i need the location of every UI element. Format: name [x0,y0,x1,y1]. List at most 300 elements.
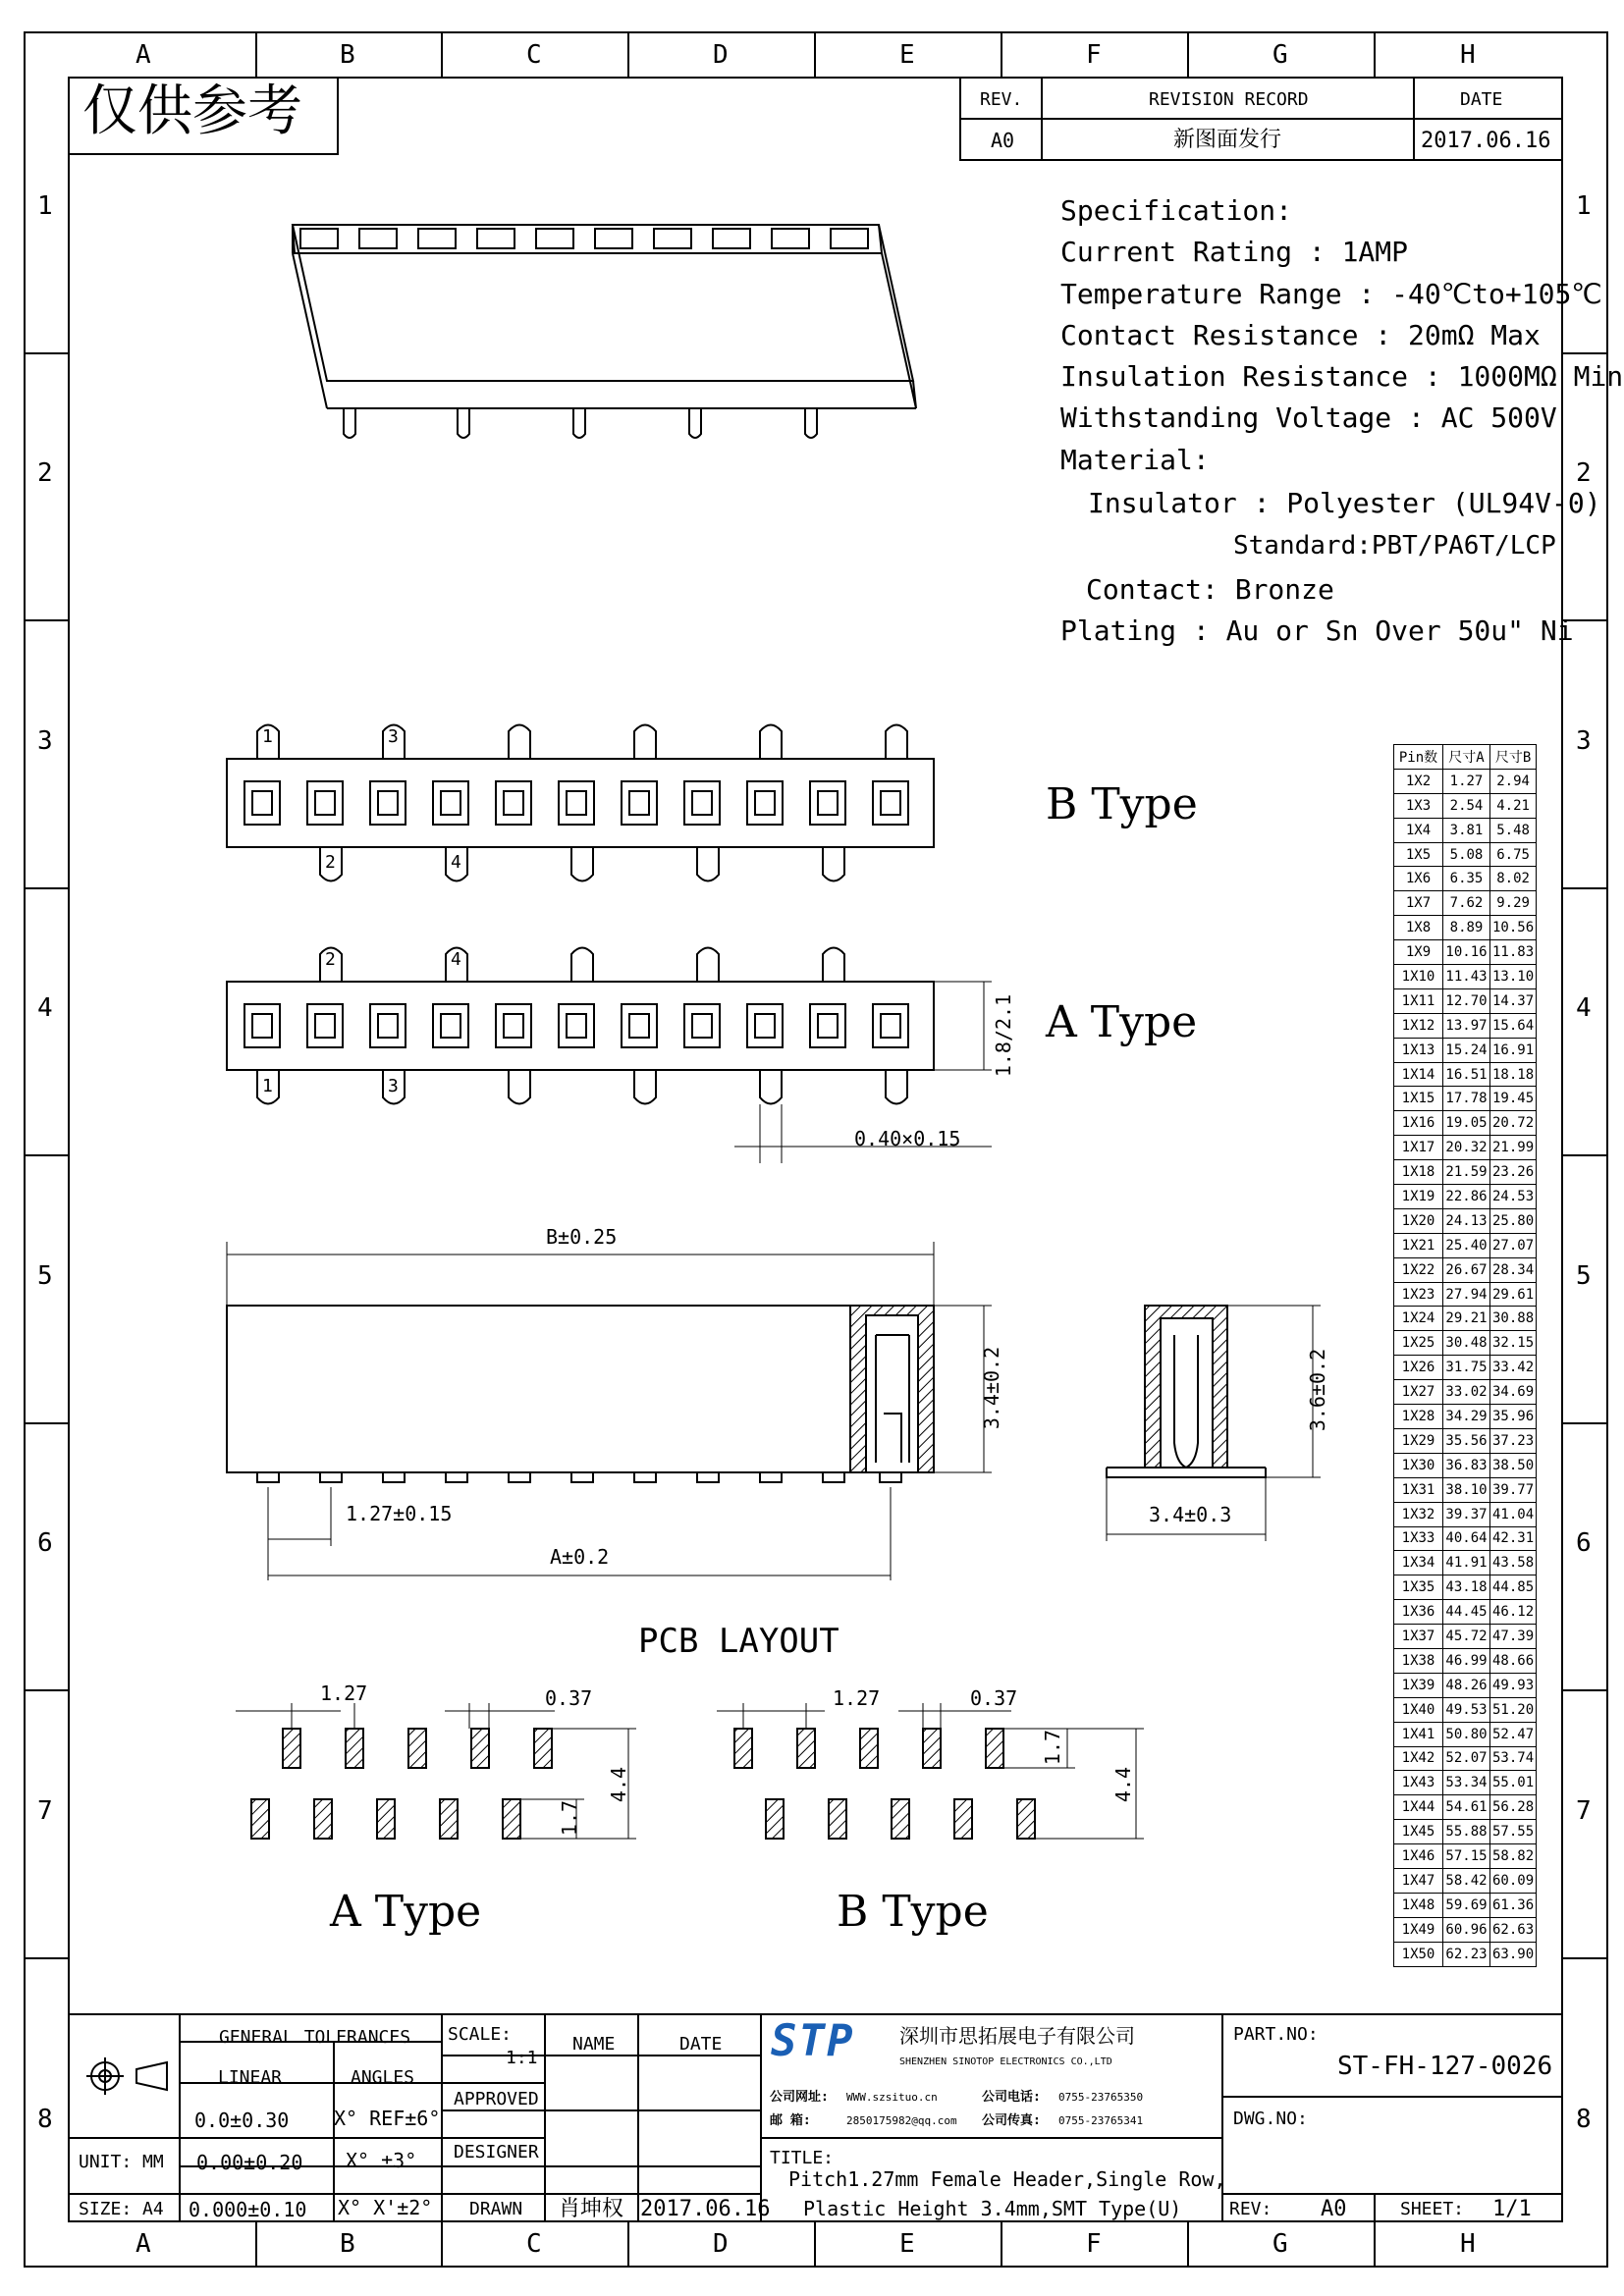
table-row [1394,1575,1537,1600]
table-row [1394,988,1537,1013]
table-row [1394,916,1537,940]
table-row [1394,793,1537,818]
website-label: 公司网址: [770,2090,829,2105]
table-row-cell: 1X17 [1394,1136,1443,1160]
iso-view [293,225,916,438]
website-value: WWW.szsituo.cn [846,2091,938,2104]
table-row [1394,1087,1537,1111]
zone-row-8-left: 8 [37,2105,53,2134]
table-row-cell: 40.64 [1443,1526,1490,1551]
table-row-cell: 62.23 [1443,1942,1490,1966]
table-row-cell: 1X25 [1394,1331,1443,1356]
zone-col-b-top: B [340,40,355,70]
pcb-a-pad-width: 0.37 [545,1686,593,1710]
table-row-cell: 1X10 [1394,965,1443,989]
zone-row-6-right: 6 [1576,1528,1592,1558]
date-header-tb: DATE [679,2034,723,2055]
table-row [1394,1233,1537,1257]
table-row-cell: 1X49 [1394,1917,1443,1942]
zone-row-1-right: 1 [1576,191,1592,221]
zone-row-3-right: 3 [1576,726,1592,756]
table-row-cell: 52.47 [1490,1722,1537,1746]
table-row-cell: 24.13 [1443,1208,1490,1233]
table-row-cell: 35.56 [1443,1428,1490,1453]
table-row-cell: 1X5 [1394,842,1443,867]
table-row-cell: 42.31 [1490,1526,1537,1551]
table-row-cell: 1X23 [1394,1282,1443,1307]
table-row-cell: 32.15 [1490,1331,1537,1356]
table-row-cell: 57.15 [1443,1844,1490,1869]
table-row-cell: 1X30 [1394,1453,1443,1477]
table-row [1394,1942,1537,1966]
table-row [1394,1868,1537,1893]
table-row-cell: 20.32 [1443,1136,1490,1160]
table-row-cell: 18.18 [1490,1062,1537,1087]
table-row-cell: 1X6 [1394,867,1443,891]
table-row-cell: 1X36 [1394,1600,1443,1625]
spec-heading: Specification: [1060,194,1293,227]
zone-col-e-top: E [899,40,915,70]
table-row [1394,1502,1537,1526]
rev-value: A0 [991,129,1015,152]
rev-header: REV. [980,89,1023,110]
tol-angle-2: X° ±3° [346,2149,417,2172]
table-row-cell: 1X35 [1394,1575,1443,1600]
table-row-cell: 28.34 [1490,1257,1537,1282]
table-row-cell: 1X47 [1394,1868,1443,1893]
pin-number-3-b: 3 [388,726,399,747]
email-label: 邮 箱: [770,2113,811,2128]
email-value: 2850175982@qq.com [846,2114,957,2127]
table-row-cell: 35.96 [1490,1405,1537,1429]
table-row [1394,940,1537,965]
table-row-cell: 1X3 [1394,793,1443,818]
pcb-b-pad-width: 0.37 [970,1686,1018,1710]
table-row-cell: 58.82 [1490,1844,1537,1869]
fax-label: 公司传真: [982,2113,1041,2128]
table-row-cell: 11.43 [1443,965,1490,989]
dim-a-length: A±0.2 [550,1545,610,1569]
table-row-cell: 1X9 [1394,940,1443,965]
side-view [227,1242,992,1580]
pcb-a-type-label: A Type [330,1887,482,1937]
zone-col-f-bottom: F [1086,2229,1102,2259]
revision-record-value: 新图面发行 [1173,128,1282,152]
table-row [1394,1111,1537,1136]
angles-label: ANGLES [351,2067,415,2088]
zone-row-6-left: 6 [37,1528,53,1558]
table-row-cell: 11.83 [1490,940,1537,965]
table-row-cell: 12.70 [1443,988,1490,1013]
table-row [1394,1697,1537,1722]
table-row-cell: 1X37 [1394,1625,1443,1649]
table-row-cell: 16.51 [1443,1062,1490,1087]
table-row [1394,1428,1537,1453]
table-row-cell: 58.42 [1443,1868,1490,1893]
zone-col-f-top: F [1086,40,1102,70]
table-row-cell: 8.89 [1443,916,1490,940]
table-row-cell: 13.10 [1490,965,1537,989]
rev-value-tb: A0 [1321,2197,1347,2221]
table-row-cell: 3.81 [1443,818,1490,842]
table-row-cell: 7.62 [1443,891,1490,916]
zone-row-4-right: 4 [1576,993,1592,1023]
reference-only-stamp: 仅供参考 [82,80,302,143]
pcb-b-pad-length: 1.7 [1041,1729,1065,1766]
b-type-label: B Type [1046,779,1198,829]
rev-label-tb: REV: [1229,2199,1272,2219]
table-row-cell: 34.69 [1490,1380,1537,1405]
table-row [1394,965,1537,989]
phone-value: 0755-23765350 [1058,2091,1144,2104]
pin-number-4-b: 4 [451,852,461,873]
table-row-cell: 29.61 [1490,1282,1537,1307]
table-row [1394,1062,1537,1087]
table-row-cell: 62.63 [1490,1917,1537,1942]
table-row [1394,1746,1537,1771]
table-row-cell: 25.80 [1490,1208,1537,1233]
table-row-cell: 20.72 [1490,1111,1537,1136]
table-row-cell: 1X2 [1394,769,1443,793]
table-row-cell: 1X50 [1394,1942,1443,1966]
table-row [1394,1307,1537,1331]
table-row [1394,1013,1537,1038]
table-row-cell: 26.67 [1443,1257,1490,1282]
table-row-cell: 39.77 [1490,1477,1537,1502]
tol-angle-1: X° REF±6° [334,2107,441,2130]
table-row-cell: 43.58 [1490,1551,1537,1575]
table-row-cell: 27.07 [1490,1233,1537,1257]
dwg-no-label: DWG.NO: [1233,2109,1308,2129]
spec-contact-resistance: Contact Resistance : 20mΩ Max [1060,319,1541,351]
table-row-cell: 1X48 [1394,1893,1443,1917]
table-row-cell: 30.88 [1490,1307,1537,1331]
zone-row-8-right: 8 [1576,2105,1592,2134]
pcb-b-span: 4.4 [1111,1766,1136,1803]
table-row-cell: 1X20 [1394,1208,1443,1233]
spec-contact: Contact: Bronze [1086,573,1334,606]
table-row-cell: 22.86 [1443,1185,1490,1209]
zone-row-7-left: 7 [37,1796,53,1826]
table-row-cell: 1X40 [1394,1697,1443,1722]
tol-linear-3: 0.000±0.10 [189,2198,307,2221]
table-row-cell: 1X12 [1394,1013,1443,1038]
zone-col-h-top: H [1460,40,1476,70]
general-tolerances-label: GENERAL TOLERANCES [219,2027,411,2048]
table-row [1394,1551,1537,1575]
table-row [1394,1526,1537,1551]
table-row-cell: 59.69 [1443,1893,1490,1917]
table-row-cell: 54.61 [1443,1795,1490,1820]
table-header-row-cell: 尺寸B [1490,745,1537,770]
zone-row-1-left: 1 [37,191,53,221]
table-row-cell: 1X27 [1394,1380,1443,1405]
dim-height-3-6: 3.6±0.2 [1306,1348,1330,1432]
spec-insulator: Insulator : Polyester (UL94V-0) [1088,487,1601,519]
table-row-cell: 25.40 [1443,1233,1490,1257]
table-row-cell: 51.20 [1490,1697,1537,1722]
pcb-a-pitch: 1.27 [320,1682,368,1705]
table-row-cell: 9.29 [1490,891,1537,916]
table-row-cell: 61.36 [1490,1893,1537,1917]
table-row-cell: 56.28 [1490,1795,1537,1820]
pcb-b-pitch: 1.27 [833,1686,881,1710]
table-row-cell: 1X34 [1394,1551,1443,1575]
dim-height-1-8: 1.8/2.1 [992,993,1016,1078]
table-row [1394,1917,1537,1942]
zone-row-5-left: 5 [37,1261,53,1291]
spec-plating: Plating : Au or Sn Over 50u" Ni [1060,614,1574,647]
zone-col-e-bottom: E [899,2229,915,2259]
table-row [1394,1820,1537,1844]
table-row-cell: 4.21 [1490,793,1537,818]
sheet-value: 1/1 [1492,2197,1532,2221]
designer-label: DESIGNER [454,2142,539,2163]
table-row-cell: 19.05 [1443,1111,1490,1136]
table-row-cell: 46.12 [1490,1600,1537,1625]
scale-value: 1:1 [506,2048,538,2068]
zone-col-c-bottom: C [526,2229,542,2259]
phone-label: 公司电话: [982,2090,1041,2105]
table-row [1394,1722,1537,1746]
dim-pitch: 1.27±0.15 [346,1502,453,1525]
table-row-cell: 5.08 [1443,842,1490,867]
table-row-cell: 34.29 [1443,1405,1490,1429]
table-row-cell: 1X46 [1394,1844,1443,1869]
zone-col-c-top: C [526,40,542,70]
zone-row-3-left: 3 [37,726,53,756]
table-row [1394,1844,1537,1869]
approved-label: APPROVED [454,2089,539,2109]
table-row-cell: 6.35 [1443,867,1490,891]
table-row-cell: 46.99 [1443,1648,1490,1673]
table-row-cell: 1X4 [1394,818,1443,842]
table-row-cell: 39.37 [1443,1502,1490,1526]
table-row-cell: 33.02 [1443,1380,1490,1405]
table-row-cell: 1.27 [1443,769,1490,793]
pin-number-4-a: 4 [451,949,461,970]
zone-row-4-left: 4 [37,993,53,1023]
pin-number-2-b: 2 [325,852,336,873]
revision-date-value: 2017.06.16 [1421,129,1551,153]
table-row-cell: 21.99 [1490,1136,1537,1160]
part-no-value: ST-FH-127-0026 [1337,2052,1553,2081]
zone-col-d-top: D [713,40,729,70]
table-row-cell: 43.18 [1443,1575,1490,1600]
zone-col-g-top: G [1272,40,1288,70]
table-row [1394,1893,1537,1917]
table-row-cell: 1X22 [1394,1257,1443,1282]
fax-value: 0755-23765341 [1058,2114,1144,2127]
zone-row-5-right: 5 [1576,1261,1592,1291]
table-row-cell: 21.59 [1443,1160,1490,1185]
table-row-cell: 1X43 [1394,1771,1443,1795]
table-row [1394,1356,1537,1380]
table-row-cell: 6.75 [1490,842,1537,867]
table-row-cell: 1X18 [1394,1160,1443,1185]
table-row-cell: 17.78 [1443,1087,1490,1111]
table-row-cell: 49.53 [1443,1697,1490,1722]
table-row-cell: 53.74 [1490,1746,1537,1771]
table-row-cell: 14.37 [1490,988,1537,1013]
table-row-cell: 38.10 [1443,1477,1490,1502]
table-row [1394,1600,1537,1625]
table-row-cell: 30.48 [1443,1331,1490,1356]
zone-col-b-bottom: B [340,2229,355,2259]
pin-number-2-a: 2 [325,949,336,970]
table-row-cell: 1X33 [1394,1526,1443,1551]
table-row-cell: 1X44 [1394,1795,1443,1820]
zone-col-a-bottom: A [135,2229,151,2259]
table-row-cell: 1X16 [1394,1111,1443,1136]
title-line-2: Plastic Height 3.4mm,SMT Type(U) [803,2197,1182,2220]
drawn-date: 2017.06.16 [640,2197,771,2221]
table-row [1394,769,1537,793]
table-row-cell: 52.07 [1443,1746,1490,1771]
a-type-label: A Type [1046,997,1198,1047]
table-row-cell: 31.75 [1443,1356,1490,1380]
spec-temperature-range: Temperature Range : -40℃to+105℃ [1060,278,1602,310]
table-row [1394,891,1537,916]
table-row-cell: 10.16 [1443,940,1490,965]
table-row-cell: 27.94 [1443,1282,1490,1307]
table-row-cell: 1X7 [1394,891,1443,916]
table-row-cell: 1X21 [1394,1233,1443,1257]
table-row-cell: 8.02 [1490,867,1537,891]
table-row-cell: 48.66 [1490,1648,1537,1673]
spec-current-rating: Current Rating : 1AMP [1060,236,1409,268]
table-row [1394,1208,1537,1233]
dim-height-3-4: 3.4±0.2 [980,1346,1004,1430]
zone-row-2-right: 2 [1576,458,1592,488]
tol-linear-2: 0.00±0.20 [196,2151,303,2174]
table-row-cell: 41.04 [1490,1502,1537,1526]
table-row-cell: 41.91 [1443,1551,1490,1575]
table-row-cell: 37.23 [1490,1428,1537,1453]
spec-material: Material: [1060,444,1210,476]
table-row-cell: 38.50 [1490,1453,1537,1477]
table-row-cell: 16.91 [1490,1038,1537,1062]
drawn-label: DRAWN [469,2199,523,2219]
pcb-layout-b [717,1703,1144,1839]
revision-record-header: REVISION RECORD [1149,89,1309,110]
linear-label: LINEAR [218,2067,283,2088]
table-row-cell: 63.90 [1490,1942,1537,1966]
zone-row-7-right: 7 [1576,1796,1592,1826]
table-row-cell: 1X38 [1394,1648,1443,1673]
table-row-cell: 10.56 [1490,916,1537,940]
table-row-cell: 1X11 [1394,988,1443,1013]
pin-number-1-b: 1 [262,726,273,747]
table-row-cell: 33.42 [1490,1356,1537,1380]
tol-linear-1: 0.0±0.30 [194,2109,290,2132]
title-label: TITLE: [770,2148,835,2168]
table-row-cell: 1X45 [1394,1820,1443,1844]
company-name-en: SHENZHEN SINOTOP ELECTRONICS CO.,LTD [899,2056,1112,2067]
table-row-cell: 13.97 [1443,1013,1490,1038]
table-row-cell: 44.45 [1443,1600,1490,1625]
table-row-cell: 5.48 [1490,818,1537,842]
table-row [1394,1625,1537,1649]
sheet-label: SHEET: [1400,2199,1465,2219]
table-row [1394,842,1537,867]
table-row [1394,1331,1537,1356]
title-line-1: Pitch1.27mm Female Header,Single Row, [788,2167,1226,2191]
table-row-cell: 48.26 [1443,1673,1490,1697]
table-row [1394,1648,1537,1673]
spec-withstanding-voltage: Withstanding Voltage : AC 500V [1060,401,1557,434]
dim-pin-size: 0.40×0.15 [854,1127,961,1150]
table-row-cell: 1X29 [1394,1428,1443,1453]
part-no-label: PART.NO: [1233,2024,1319,2045]
table-row-cell: 24.53 [1490,1185,1537,1209]
table-row-cell: 29.21 [1443,1307,1490,1331]
table-row-cell: 60.09 [1490,1868,1537,1893]
table-row [1394,1185,1537,1209]
company-logo: STP [771,2016,855,2066]
table-row [1394,1771,1537,1795]
table-row-cell: 1X14 [1394,1062,1443,1087]
name-header: NAME [572,2034,616,2055]
table-row-cell: 1X41 [1394,1722,1443,1746]
pin-number-1-a: 1 [262,1076,273,1096]
table-row-cell: 1X31 [1394,1477,1443,1502]
table-row-cell: 15.64 [1490,1013,1537,1038]
table-row-cell: 55.01 [1490,1771,1537,1795]
table-row-cell: 44.85 [1490,1575,1537,1600]
company-name-cn: 深圳市思拓展电子有限公司 [899,2024,1135,2048]
table-header-row-cell: Pin数 [1394,745,1443,770]
spec-insulation-resistance: Insulation Resistance : 1000MΩ Min [1060,360,1624,393]
pcb-layout-title: PCB LAYOUT [638,1622,839,1661]
table-row-cell: 57.55 [1490,1820,1537,1844]
table-row-cell: 47.39 [1490,1625,1537,1649]
table-row-cell: 1X42 [1394,1746,1443,1771]
pin-number-3-a: 3 [388,1076,399,1096]
table-row-cell: 1X19 [1394,1185,1443,1209]
table-row [1394,1380,1537,1405]
table-row-cell: 1X39 [1394,1673,1443,1697]
table-row-cell: 45.72 [1443,1625,1490,1649]
table-header-row [1394,745,1537,770]
zone-col-a-top: A [135,40,151,70]
dim-width-3-4: 3.4±0.3 [1149,1503,1232,1526]
pcb-a-span: 4.4 [607,1766,631,1803]
table-row-cell: 60.96 [1443,1917,1490,1942]
zone-col-h-bottom: H [1460,2229,1476,2259]
table-row-cell: 23.26 [1490,1160,1537,1185]
table-row-cell: 55.88 [1443,1820,1490,1844]
table-row [1394,818,1537,842]
table-header-row-cell: 尺寸A [1443,745,1490,770]
table-row [1394,1453,1537,1477]
size-label: SIZE: A4 [79,2199,164,2219]
dim-b-length: B±0.25 [546,1225,618,1249]
table-row-cell: 19.45 [1490,1087,1537,1111]
scale-label: SCALE: [448,2024,513,2045]
table-row-cell: 50.80 [1443,1722,1490,1746]
table-row [1394,1038,1537,1062]
zone-row-2-left: 2 [37,458,53,488]
table-row [1394,867,1537,891]
pcb-b-type-label: B Type [837,1887,989,1937]
table-row [1394,1405,1537,1429]
table-row-cell: 15.24 [1443,1038,1490,1062]
pcb-a-pad-length: 1.7 [558,1799,582,1837]
pin-dimension-table [1393,744,1537,1967]
table-row [1394,1282,1537,1307]
table-row-cell: 2.94 [1490,769,1537,793]
